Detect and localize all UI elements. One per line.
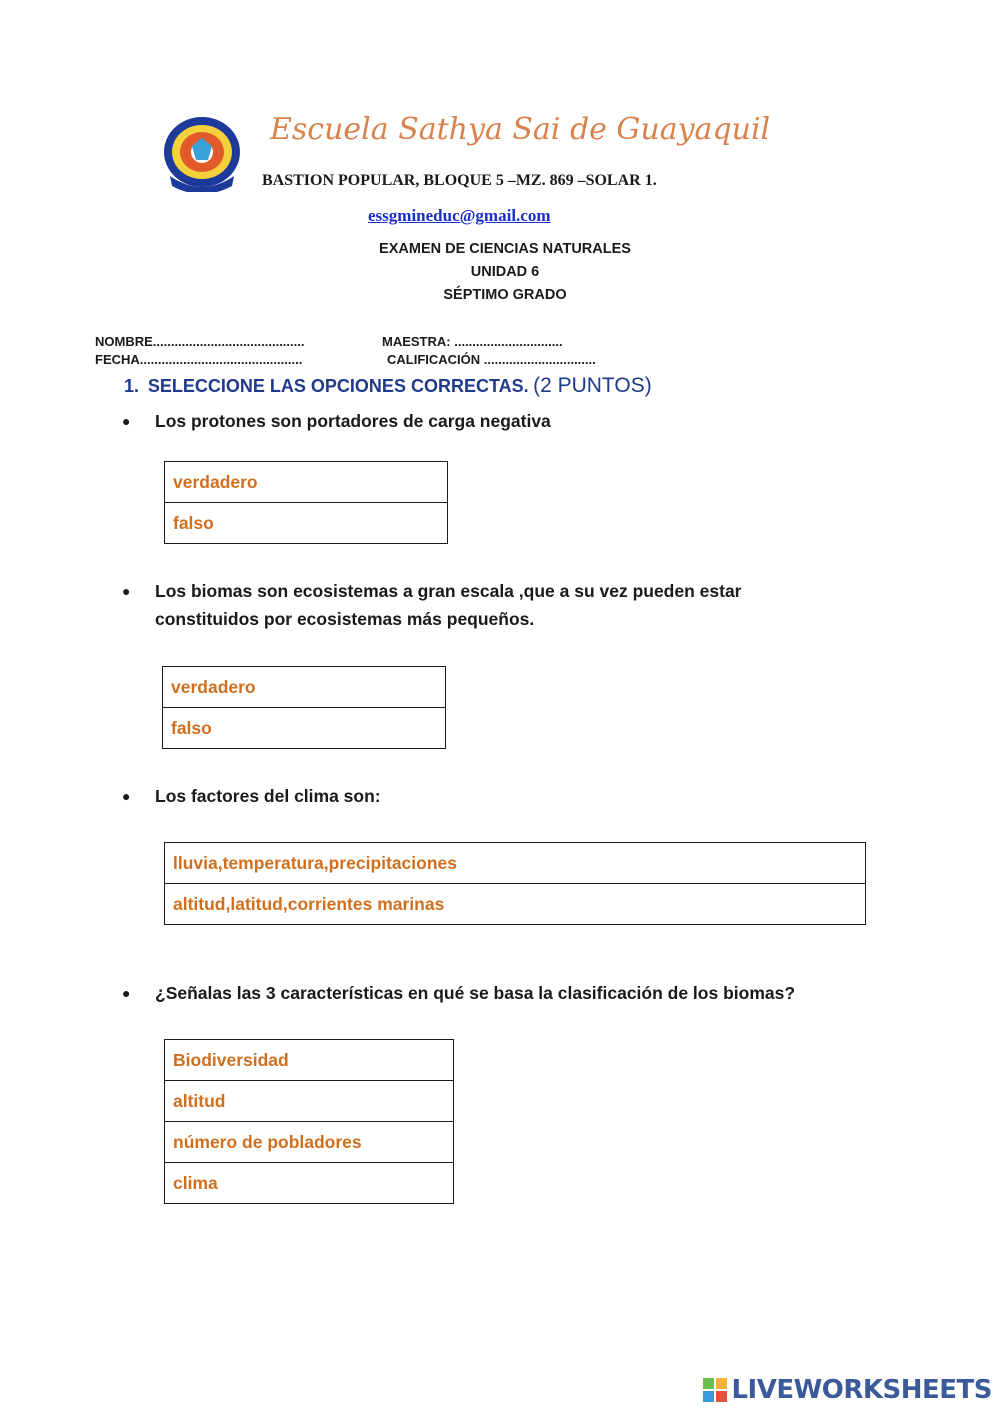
school-name: Escuela Sathya Sai de Guayaquil xyxy=(270,112,771,147)
section-number: 1. xyxy=(124,376,140,396)
option-cell[interactable]: número de pobladores xyxy=(165,1122,454,1163)
bullet-icon: ● xyxy=(122,985,131,1001)
question-3-options xyxy=(164,842,866,925)
option-cell[interactable]: Biodiversidad xyxy=(165,1040,454,1081)
question-4-text: ¿Señalas las 3 características en qué se basa la clasificación de los biomas? xyxy=(155,983,796,1003)
exam-unit: UNIDAD 6 xyxy=(470,264,540,280)
teacher-field-label: MAESTRA: .............................. xyxy=(382,334,563,349)
option-cell[interactable]: altitud,latitud,corrientes marinas xyxy=(165,884,866,925)
option-cell[interactable]: lluvia,temperatura,precipitaciones xyxy=(165,843,866,884)
name-field-label: NOMBRE.......................................... xyxy=(95,334,305,349)
section-points: (2 PUNTOS) xyxy=(533,374,652,397)
school-logo xyxy=(162,116,242,192)
exam-title: EXAMEN DE CIENCIAS NATURALES xyxy=(379,241,631,257)
liveworksheets-watermark xyxy=(703,1375,992,1405)
question-1-options xyxy=(164,461,448,544)
section-heading xyxy=(124,374,652,398)
option-cell[interactable]: clima xyxy=(165,1163,454,1204)
date-field-label: FECHA............................................. xyxy=(95,352,303,367)
exam-grade: SÉPTIMO GRADO xyxy=(443,287,567,303)
bullet-icon: ● xyxy=(122,583,131,599)
question-1-text: Los protones son portadores de carga negativa xyxy=(155,411,551,431)
option-cell[interactable]: altitud xyxy=(165,1081,454,1122)
question-2-text-line2: constituidos por ecosistemas más pequeños. xyxy=(155,609,535,629)
option-cell[interactable]: verdadero xyxy=(163,667,446,708)
bullet-icon: ● xyxy=(122,413,131,429)
question-4-options xyxy=(164,1039,454,1204)
option-cell[interactable]: falso xyxy=(163,708,446,749)
question-3-text: Los factores del clima son: xyxy=(155,786,381,806)
grade-field-label: CALIFICACIÓN ............................... xyxy=(387,352,596,367)
school-email-link[interactable]: essgmineduc@gmail.com xyxy=(368,206,551,225)
question-2-options xyxy=(162,666,446,749)
section-title: SELECCIONE LAS OPCIONES CORRECTAS. xyxy=(147,376,529,396)
option-cell[interactable]: falso xyxy=(165,503,448,544)
watermark-text: LIVEWORKSHEETS xyxy=(731,1375,992,1405)
option-cell[interactable]: verdadero xyxy=(165,462,448,503)
liveworksheets-logo-icon xyxy=(703,1378,727,1402)
question-2-text-line1: Los biomas son ecosistemas a gran escala ,que a su vez pueden estar xyxy=(155,581,742,601)
bullet-icon: ● xyxy=(122,788,131,804)
school-address: BASTION POPULAR, BLOQUE 5 –MZ. 869 –SOLAR 1. xyxy=(262,172,657,189)
